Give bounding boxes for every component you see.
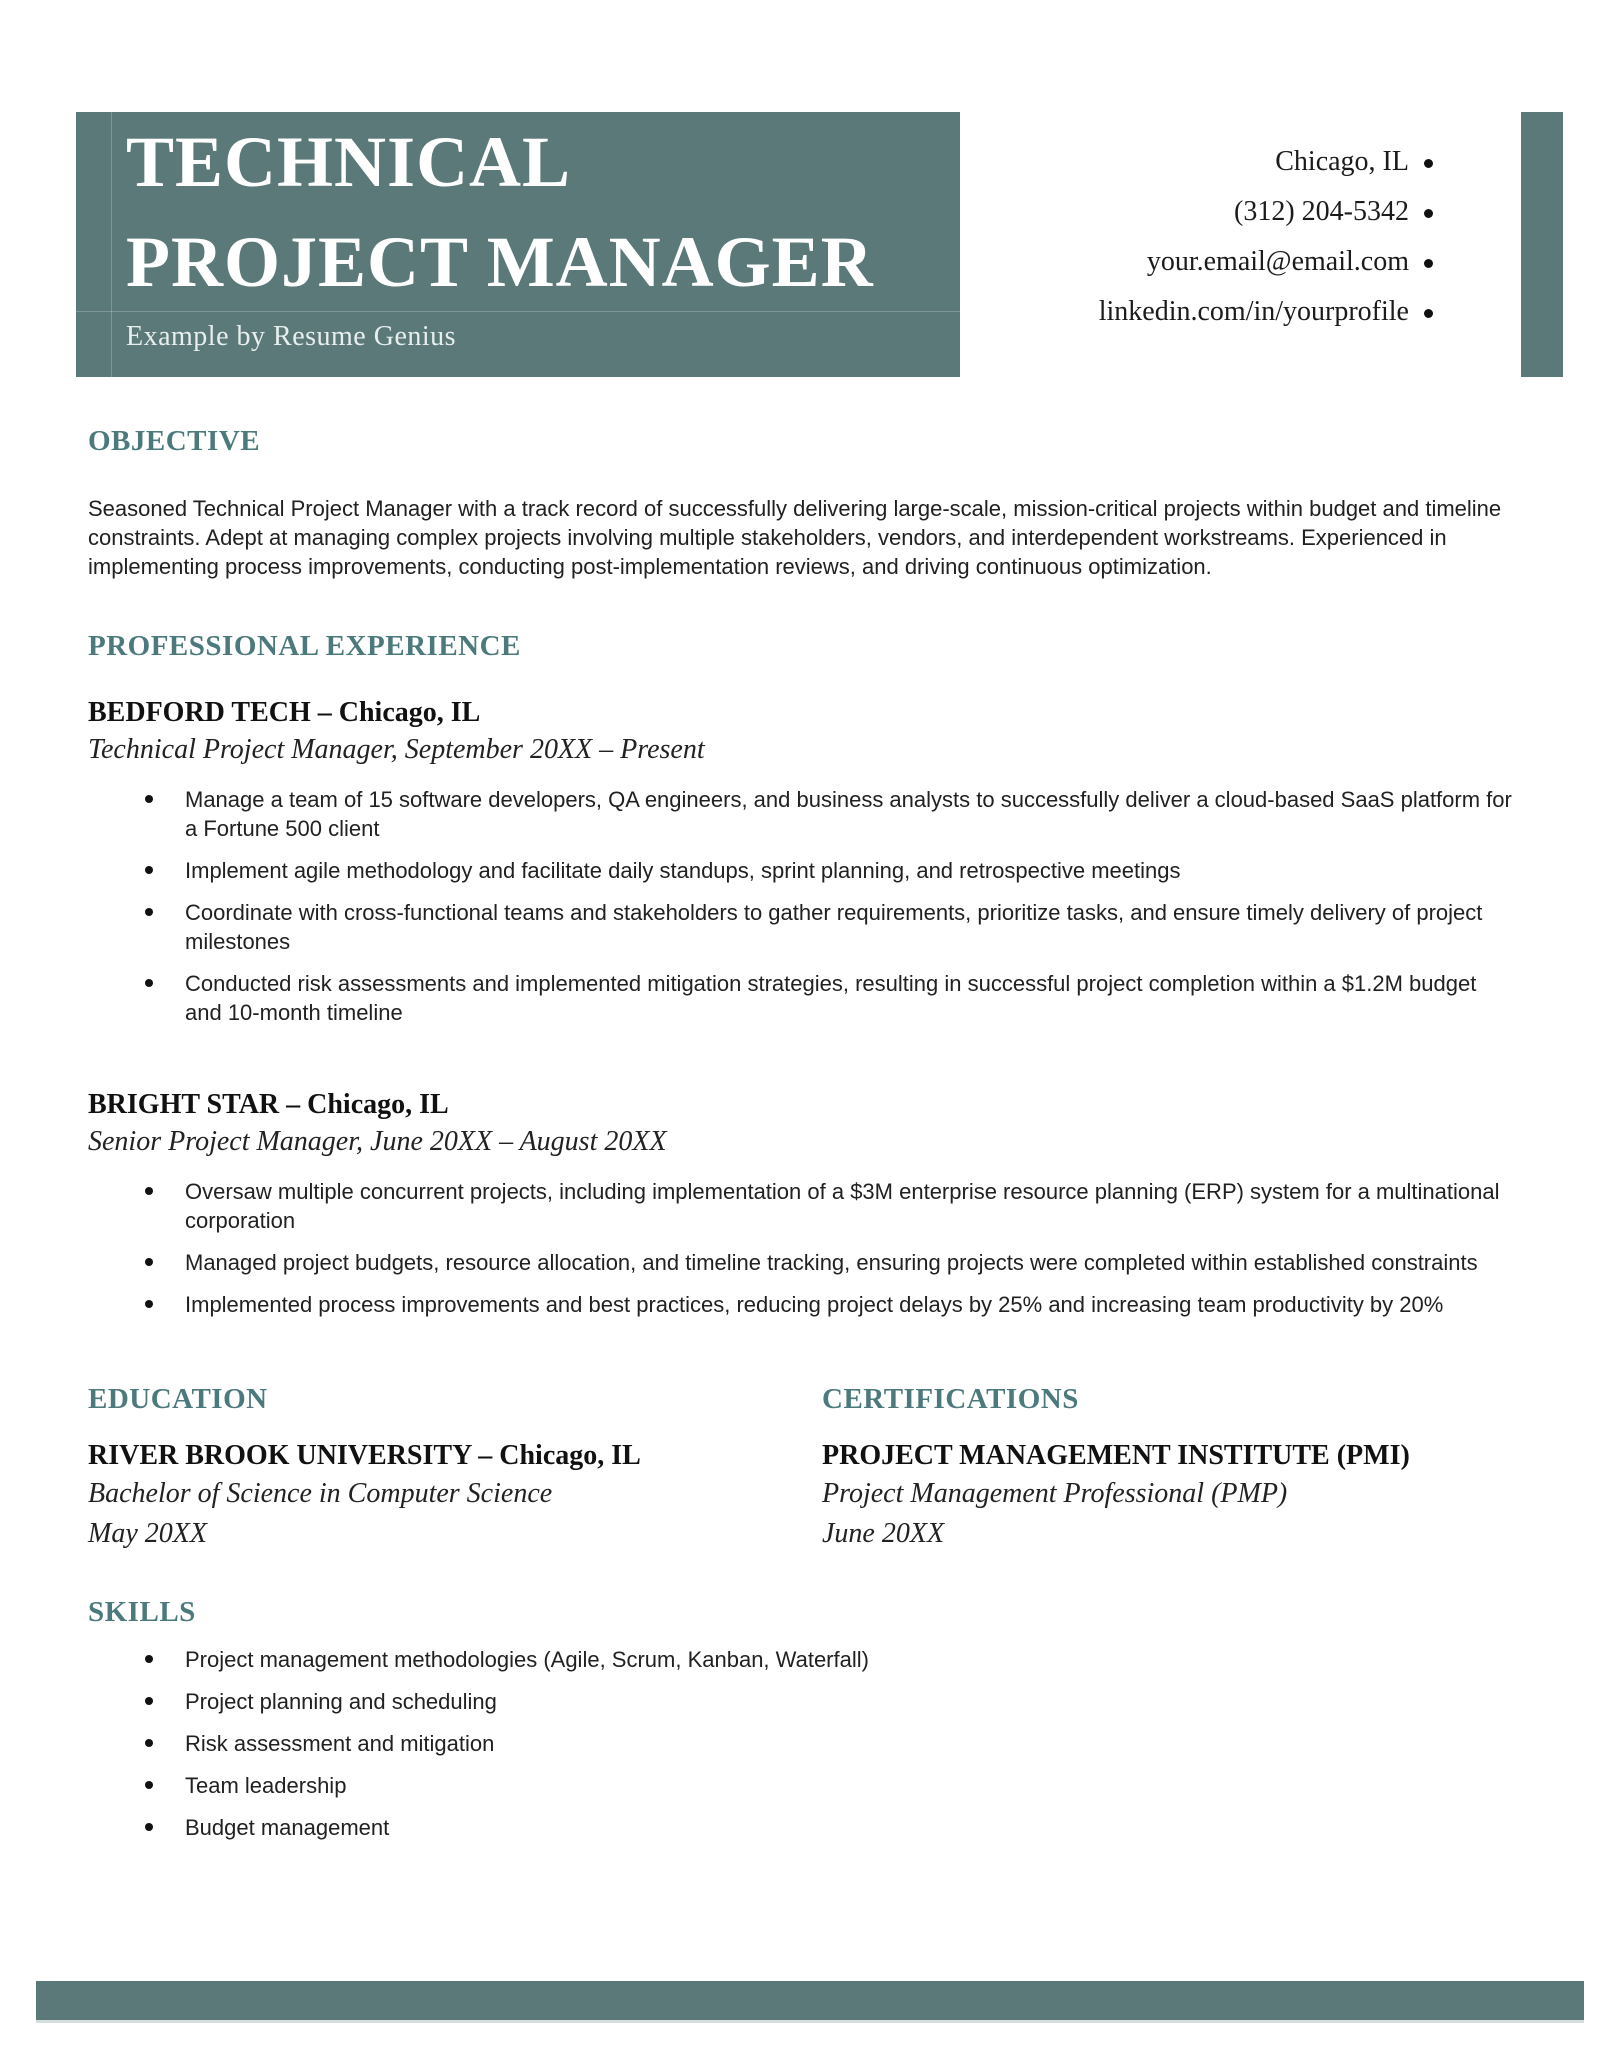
bottom-accent-bar [36, 1981, 1584, 2020]
list-item [88, 1813, 1515, 1842]
skills-bullet-list [88, 1645, 1530, 1842]
education-date: May 20XX [88, 1518, 207, 1549]
contact-linkedin-text: linkedin.com/in/yourprofile [1098, 296, 1409, 327]
certification-date: June 20XX [822, 1518, 945, 1549]
job2-role-dates: Senior Project Manager, June 20XX – August 20XX [88, 1126, 667, 1157]
bullet-dot-icon [145, 908, 153, 916]
education-institution: RIVER BROOK UNIVERSITY – Chicago, IL [88, 1440, 641, 1471]
list-item [88, 1248, 1515, 1277]
job2-bullet-3: Implemented process improvements and best practices, reducing project delays by 25% and increasing team productivity by 20% [185, 1292, 1444, 1317]
contact-phone-text: (312) 204-5342 [1234, 196, 1409, 227]
education-column [88, 1382, 822, 1554]
section-heading-experience: PROFESSIONAL EXPERIENCE [88, 630, 521, 662]
list-item [88, 1729, 1515, 1758]
list-item [88, 1290, 1515, 1319]
section-heading-education: EDUCATION [88, 1383, 268, 1415]
certifications-column [822, 1382, 1530, 1554]
job1-bullet-list [88, 785, 1530, 1027]
section-heading-certifications: CERTIFICATIONS [822, 1383, 1079, 1415]
skill-1: Project management methodologies (Agile, Scrum, Kanban, Waterfall) [185, 1647, 869, 1672]
certification-credential: Project Management Professional (PMP) [822, 1478, 1288, 1509]
bullet-dot-icon [145, 1697, 153, 1705]
bullet-dot-icon [145, 1187, 153, 1195]
page-title-line1: TECHNICAL [126, 122, 572, 202]
certification-institution: PROJECT MANAGEMENT INSTITUTE (PMI) [822, 1440, 1410, 1471]
skill-4: Team leadership [185, 1773, 347, 1798]
skill-2: Project planning and scheduling [185, 1689, 497, 1714]
list-item [88, 785, 1515, 843]
contact-email-text: your.email@email.com [1146, 246, 1409, 277]
bullet-dot-icon [145, 866, 153, 874]
bullet-dot-icon [145, 795, 153, 803]
education-certifications-row [88, 1382, 1530, 1554]
job1-company: BEDFORD TECH – Chicago, IL [88, 697, 481, 728]
skill-5: Budget management [185, 1815, 390, 1840]
section-heading-skills: SKILLS [88, 1596, 196, 1628]
bullet-dot-icon [145, 1258, 153, 1266]
list-item [88, 969, 1515, 1027]
list-item [88, 898, 1515, 956]
list-item [88, 1645, 1515, 1674]
bullet-dot-icon [145, 1300, 153, 1308]
bullet-dot-icon [145, 1739, 153, 1747]
list-item [88, 1687, 1515, 1716]
job1-bullet-4: Conducted risk assessments and implemented mitigation strategies, resulting in successful project completion within a $1.2M budget and 10-month timeline [185, 971, 1477, 1025]
bullet-dot-icon [145, 979, 153, 987]
list-item [88, 856, 1515, 885]
job1-bullet-1: Manage a team of 15 software developers, QA engineers, and business analysts to successfully deliver a cloud-based SaaS platform for a Fortune 500 client [185, 787, 1512, 841]
education-degree: Bachelor of Science in Computer Science [88, 1478, 553, 1509]
contact-location-text: Chicago, IL [1275, 146, 1409, 177]
resume-content [88, 0, 1530, 1842]
job1-bullet-3: Coordinate with cross-functional teams and stakeholders to gather requirements, prioritize tasks, and ensure timely delivery of project milestones [185, 900, 1483, 954]
header-subtitle: Example by Resume Genius [126, 321, 457, 352]
job1-role-dates: Technical Project Manager, September 20XX – Present [88, 734, 705, 765]
page-title-line2: PROJECT MANAGER [126, 222, 874, 302]
job1-bullet-2: Implement agile methodology and facilitate daily standups, sprint planning, and retrospective meetings [185, 858, 1181, 883]
list-item [88, 1177, 1515, 1235]
bullet-dot-icon [145, 1655, 153, 1663]
skill-3: Risk assessment and mitigation [185, 1731, 495, 1756]
objective-paragraph: Seasoned Technical Project Manager with a track record of successfully delivering large-scale, mission-critical projects within budget and timeline constraints. Adept at managing complex projects involving multiple stakeholders, vendors, and interdependent workstreams. Experienced in implementing process improvements, conducting post-implementation reviews, and driving continuous optimization. [88, 496, 1502, 579]
bullet-dot-icon [145, 1781, 153, 1789]
bullet-dot-icon [145, 1823, 153, 1831]
job2-bullet-list [88, 1177, 1530, 1319]
job2-company: BRIGHT STAR – Chicago, IL [88, 1089, 449, 1120]
section-heading-objective: OBJECTIVE [88, 425, 261, 457]
job2-bullet-1: Oversaw multiple concurrent projects, including implementation of a $3M enterprise resource planning (ERP) system for a multinational corporation [185, 1179, 1500, 1233]
list-item [88, 1771, 1515, 1800]
job2-bullet-2: Managed project budgets, resource allocation, and timeline tracking, ensuring projects were completed within established constraints [185, 1250, 1478, 1275]
